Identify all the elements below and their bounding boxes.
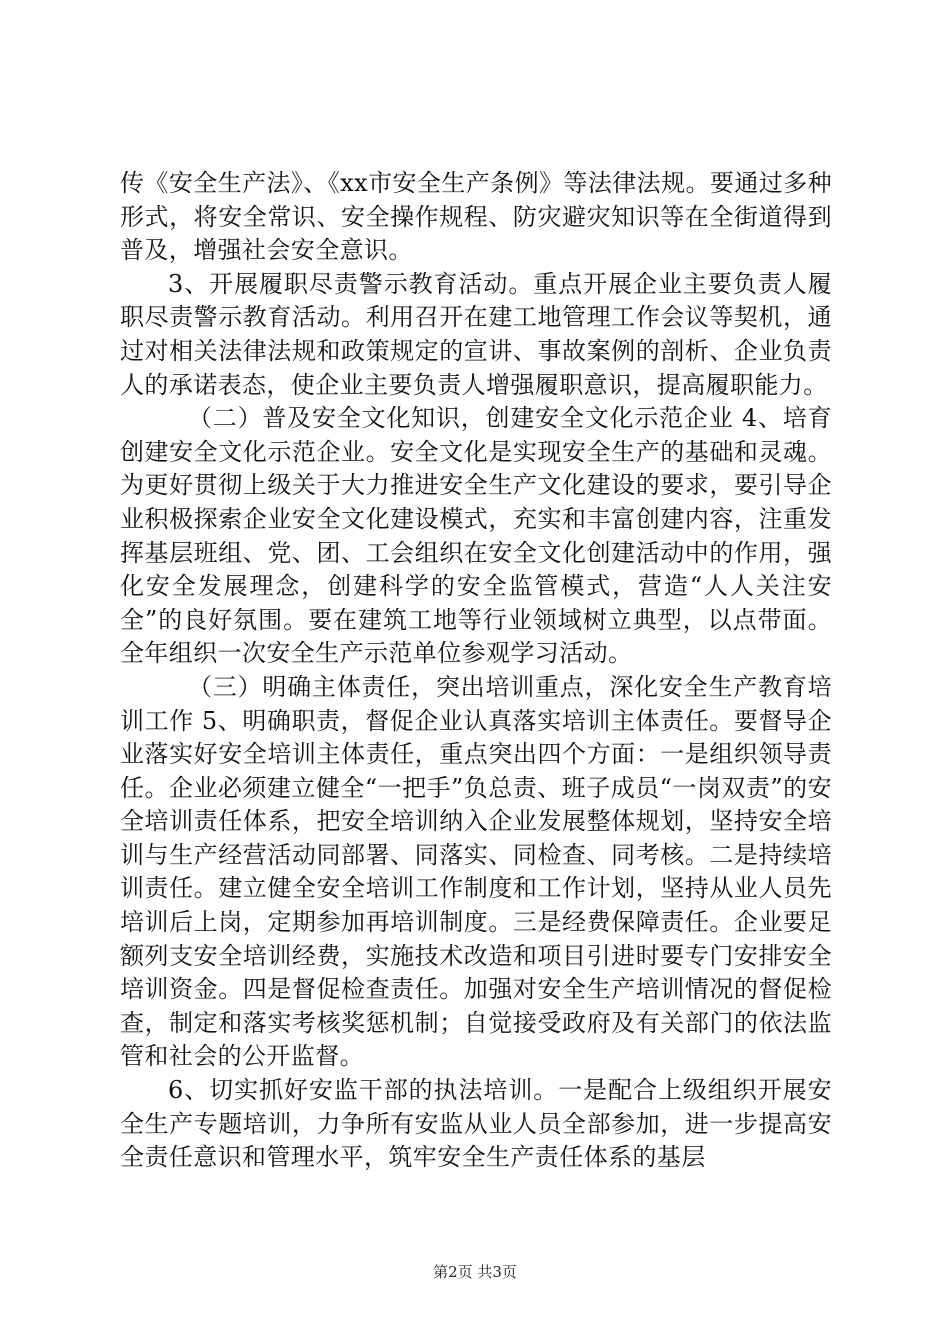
paragraph-item-3: 3、开展履职尽责警示教育活动。重点开展企业主要负责人履职尽责警示教育活动。利用召开在建工地管理工作会议等契机，通过对相关法律法规和政策规定的宣讲、事故案例的剖析、企业负责人的承诺表态，使企业主要负责人增强履职意识，提高履职能力。 <box>120 269 832 399</box>
page-number-footer: 第2页 共3页 <box>433 1263 517 1281</box>
paragraph-item-6: 6、切实抓好安监干部的执法培训。一是配合上级组织开展安全生产专题培训，力争所有安监从业人员全部参加，进一步提高安全责任意识和管理水平，筑牢安全生产责任体系的基层 <box>120 1076 832 1172</box>
paragraph-continuation: 传《安全生产法》、《xx市安全生产条例》等法律法规。要通过多种形式，将安全常识、安全操作规程、防灾避灾知识等在全街道得到普及，增强社会安全意识。 <box>120 169 832 265</box>
paragraph-section-3: （三）明确主体责任，突出培训重点，深化安全生产教育培训工作 5、明确职责，督促企业认真落实培训主体责任。要督导企业落实好安全培训主体责任，重点突出四个方面：一是组织领导责任。企业必须建立健全“一把手”负总责、班子成员“一岗双责”的安全培训责任体系，把安全培训纳入企业发展整体规划，坚持安全培训与生产经营活动同部署、同落实、同检查、同考核。二是持续培训责任。建立健全安全培训工作制度和工作计划，坚持从业人员先培训后上岗，定期参加再培训制度。三是经费保障责任。企业要足额列支安全培训经费，实施技术改造和项目引进时要专门安排安全培训资金。四是督促检查责任。加强对安全生产培训情况的督促检查，制定和落实考核奖惩机制；自觉接受政府及有关部门的依法监管和社会的公开监督。 <box>120 672 832 1071</box>
paragraph-section-2: （二）普及安全文化知识，创建安全文化示范企业 4、培育创建安全文化示范企业。安全文化是实现安全生产的基础和灵魂。为更好贯彻上级关于大力推进安全生产文化建设的要求，要引导企业积极探索企业安全文化建设模式，充实和丰富创建内容，注重发挥基层班组、党、团、工会组织在安全文化创建活动中的作用，强化安全发展理念，创建科学的安全监管模式，营造“人人关注安全”的良好氛围。要在建筑工地等行业领域树立典型，以点带面。全年组织一次安全生产示范单位参观学习活动。 <box>120 404 832 668</box>
document-body <box>120 167 832 1175</box>
